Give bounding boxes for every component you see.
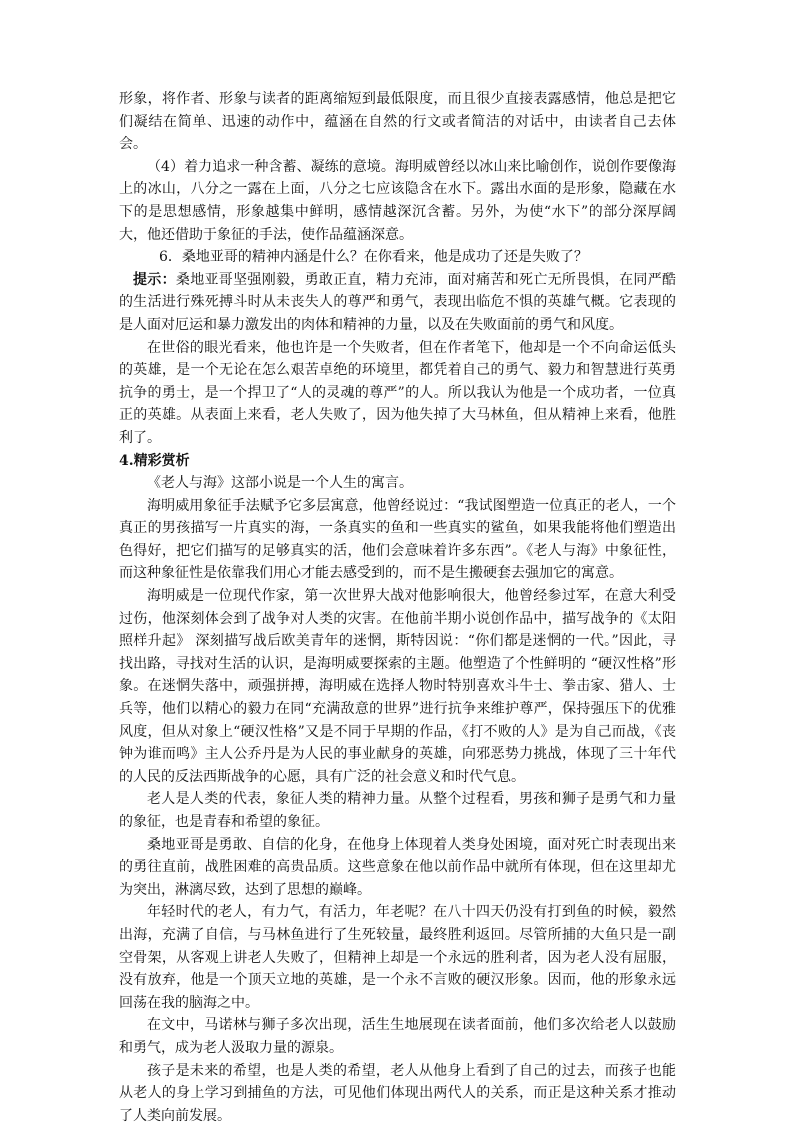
question-6: 6．桑地亚哥的精神内涵是什么？在你看来，他是成功了还是失败了？ — [159, 249, 588, 266]
section-heading: 4.精彩赏析 — [119, 452, 190, 469]
paragraph-iceberg: （4）着力追求一种含蓄、凝练的意境。海明威曾经以冰山来比喻创作，说创作要像海上的冰山，八分之一露在上面，八分之七应该隐含在水下。露出水面的是形象，隐藏在水下的是思想感情，形象越集中鲜明，感情越深沉含蓄。另外，为使“水下”的部分深厚阔大，他还借助于象征的手法，使作品蕴涵深意。 — [119, 158, 676, 243]
document-body — [119, 88, 676, 1127]
paragraph-fable: 《老人与海》这部小说是一个人生的寓言。 — [147, 475, 413, 492]
hint-paragraph — [119, 269, 676, 337]
paragraph-children: 孩子是未来的希望，也是人类的希望，老人从他身上看到了自己的过去，而孩子也能从老人的身上学习到捕鱼的方法，可见他们体现出两代人的关系，而正是这种关系才推动了人类向前发展。 — [119, 1062, 676, 1124]
paragraph-success: 在世俗的眼光看来，他也许是一个失败者，但在作者笔下，他却是一个不向命运低头的英雄，是一个无论在怎么艰苦卓绝的环境里，都凭着自己的勇气、毅力和智慧进行英勇抗争的勇士，是一个捍卫了“人的灵魂的尊严”的人。所以我认为他是一个成功者，一位真正的英雄。从表面上来看，老人失败了，因为他失掉了大马林鱼，但从精神上来看，他胜利了。 — [119, 339, 676, 446]
paragraph-continuation: 形象，将作者、形象与读者的距离缩短到最低限度，而且很少直接表露感情，他总是把它们凝结在简单、迅速的动作中，蕴涵在自然的行文或者简洁的对话中，由读者自己去体会。 — [119, 91, 676, 153]
paragraph-youth: 年轻时代的老人，有力气，有活力，年老呢？在八十四天仍没有打到鱼的时候，毅然出海，充满了自信，与马林鱼进行了生死较量，最终胜利返回。尽管所捕的大鱼只是一副空骨架，从客观上讲老人失败了，但精神上却是一个永远的胜利者，因为老人没有屈服，没有放弃，他是一个顶天立地的英雄，是一个永不言败的硬汉形象。因而，他的形象永远回荡在我的脑海之中。 — [119, 904, 676, 1011]
hint-label: 提示： — [133, 271, 176, 288]
hint-text: 桑地亚哥坚强刚毅，勇敢正直，精力充沛，面对痛苦和死亡无所畏惧，在同严酷的生活进行殊死搏斗时从未丧失人的尊严和勇气，表现出临危不惧的英雄气概。它表现的是人面对厄运和暴力激发出的肉体和精神的力量，以及在失败面前的勇气和风度。 — [119, 271, 677, 333]
paragraph-symbolism: 海明威用象征手法赋予它多层寓意，他曾经说过：“我试图塑造一位真正的老人，一个真正的男孩描写一片真实的海，一条真实的鱼和一些真实的鲨鱼，如果我能将他们塑造出色得好，把它们描写的足够真实的活，他们会意味着许多东西”。《老人与海》中象征性，而这种象征性是依靠我们用心才能去感受到的，而不是生搬硬套去强加它的寓意。 — [119, 497, 676, 582]
paragraph-santiago: 桑地亚哥是勇敢、自信的化身，在他身上体现着人类身处困境，面对死亡时表现出来的勇往直前，战胜困难的高贵品质。这些意象在他以前作品中就所有体现，但在这里却尤为突出，淋漓尽致，达到了思想的巅峰。 — [119, 836, 676, 898]
paragraph-manolin: 在文中，马诺林与狮子多次出现，活生生地展现在读者面前，他们多次给老人以鼓励和勇气，成为老人汲取力量的源泉。 — [119, 1017, 676, 1056]
paragraph-old-man: 老人是人类的代表，象征人类的精神力量。从整个过程看，男孩和狮子是勇气和力量的象征，也是青春和希望的象征。 — [119, 791, 676, 830]
paragraph-war: 海明威是一位现代作家，第一次世界大战对他影响很大，他曾经参过军，在意大利受过伤，他深刻体会到了战争对人类的灾害。在他前半期小说创作品中，描写战争的《太阳照样升起》 深刻描写战后欧美青年的迷惘，斯特因说：“你们都是迷惘的一代。”因此，寻找出路，寻找对生活的认识，是海明威要探索的主题。他塑造了个性鲜明的 “硬汉性格”形象。在迷惘失落中，顽强拼搏，海明威在选择人物时特别喜欢斗牛士、拳击家、猎人、士兵等，他们以精心的毅力在同“充满敌意的世界”进行抗争来维护尊严，保持强压下的优雅风度，但从对象上“硬汉性格”又是不同于早期的作品，《打不败的人》是为自己而战，《丧钟为谁而鸣》主人公乔丹是为人民的事业献身的英雄，向邪恶势力挑战，体现了三十年代的人民的反法西斯战争的心愿，具有广泛的社会意义和时代气息。 — [119, 588, 676, 785]
